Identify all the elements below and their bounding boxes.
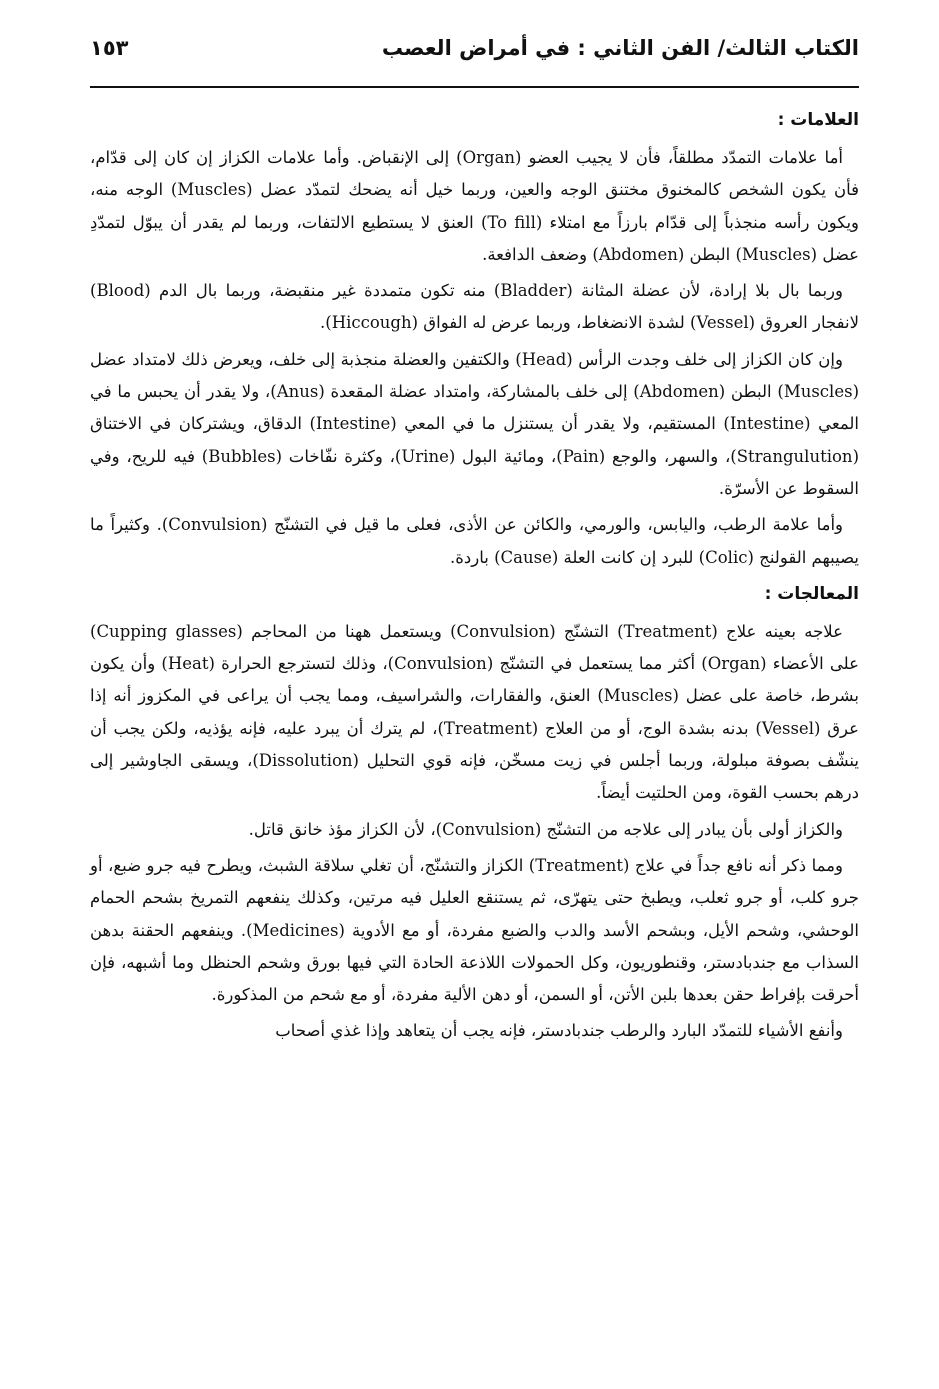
running-title: الكتاب الثالث/ الفن الثاني : في أمراض العصب [381,36,859,60]
paragraph-1: أما علامات التمدّد مطلقاً، فأن لا يجيب العضو (Organ) إلى الإنقباض. وأما علامات الكزاز إن كان إلى قدّام، فأن يكون الشخص كالمخنوق مختنق الوجه والعين، وربما خيل أنه يضحك لتمدّد عضل (Muscles) الوجه منه، ويكون رأسه منجذباً إلى قدّام بارزاً مع امتلاء (To fill) العنق لا يستطيع الالتفات، وربما لم يقدر أن يبوّل لتمدّدِ عضل (Muscles) البطن (Abdomen) وضعف الدافعة. [90,148,860,264]
paragraph-8: وأنفع الأشياء للتمدّد البارد والرطب جندبادستر، فإنه يجب أن يتعاهد وإذا غذي أصحاب [275,1021,843,1041]
paragraph-4: وأما علامة الرطب، واليابس، والورمي، والكائن عن الأذى، فعلى ما قيل في التشنّج (Convulsion). وكثيراً ما يصيبهم القولنج (Colic) للبرد إن كانت العلة (Cause) باردة. [90,515,859,567]
page-number: ١٥٣ [90,36,129,60]
treatments-heading: المعالجات : [764,583,859,604]
paragraph-3: وإن كان الكزاز إلى خلف وجدت الرأس (Head) والكتفين والعضلة منجذبة إلى خلف، ويعرض ذلك لامتداد عضل (Muscles) البطن (Abdomen) إلى خلف بالمشاركة، وامتداد عضلة المقعدة (Anus)، ولا يقدر أن يحبس ما في المعي (Intestine) المستقيم، ولا يقدر أن يستنزل ما في المعي (Intestine) الدقاق، ويشتركان في الاختناق (Strangulution)، والسهر، والوجع (Pain)، ومائية البول (Urine)، وكثرة نفّاخات (Bubbles) فيه للريح، وفي السقوط عن الأسرّة. [90,349,859,498]
header-rule [90,86,859,88]
paragraph-7: ومما ذكر أنه نافع جداً في علاج (Treatment) الكزاز والتشنّج، أن تغلي سلاقة الشبث، ويطرح فيه جرو ضبع، أو جرو كلب، أو جرو ثعلب، ويطبخ حتى يتهرّى، ثم يستنقع العليل فيه مرتين، وكذلك ينفعهم التمريخ بشحم الحمام الوحشي، وشحم الأيل، وبشحم الأسد والدب والضبع مفردة، أو مع الأدوية (Medicines). وينفعهم الحقنة بدهن السذاب مع جندبادستر، وقنطوريون، وكل الحمولات اللاذعة الحادة التي فيها بورق وشحم الحنظل وما أشبهه، فإن أحرقت بإفراط حقن بعدها بلبن الأتن، أو السمن، أو دهن الألية مفردة، أو مع شحم من المذكورة. [90,855,859,1005]
paragraph-2: وربما بال بلا إرادة، لأن عضلة المثانة (Bladder) منه تكون متمددة غير منقبضة، وربما بال الدم (Blood) لانفجار العروق (Vessel) لشدة الانضغاط، وربما عرض له الفواق (Hiccough). [90,281,859,333]
paragraph-5: علاجه بعينه علاج (Treatment) التشنّج (Convulsion) ويستعمل ههنا من المحاجم (Cupping glasses) على الأعضاء (Organ) أكثر مما يستعمل في التشنّج (Convulsion)، وذلك لتسترجع الحرارة (Heat) وأن يكون بشرط، خاصة على عضل (Muscles) العنق، والفقارات، والشراسيف، ومما يجب أن يراعى في المكزوز أنه إذا عرق (Vessel) بدنه بشدة الوج، أو من العلاج (Treatment)، لم يترك أن يبرد عليه، فإنه يؤذيه، ولكن يجب أن ينشّف بصوفة مبلولة، وربما أجلس في زيت مسخّن، فإنه قوي التحليل (Dissolution)، ويسقى الجاوشير إلى درهم بحسب القوة، ومن الحلتيت أيضاً. [90,621,860,803]
signs-heading: العلامات : [777,110,859,130]
page-header [90,36,859,60]
page-content [90,100,859,1052]
paragraph-6: والكزاز أولى بأن يبادر إلى علاجه من التشنّج (Convulsion)، لأن الكزاز مؤذ خانق قاتل. [248,819,843,839]
